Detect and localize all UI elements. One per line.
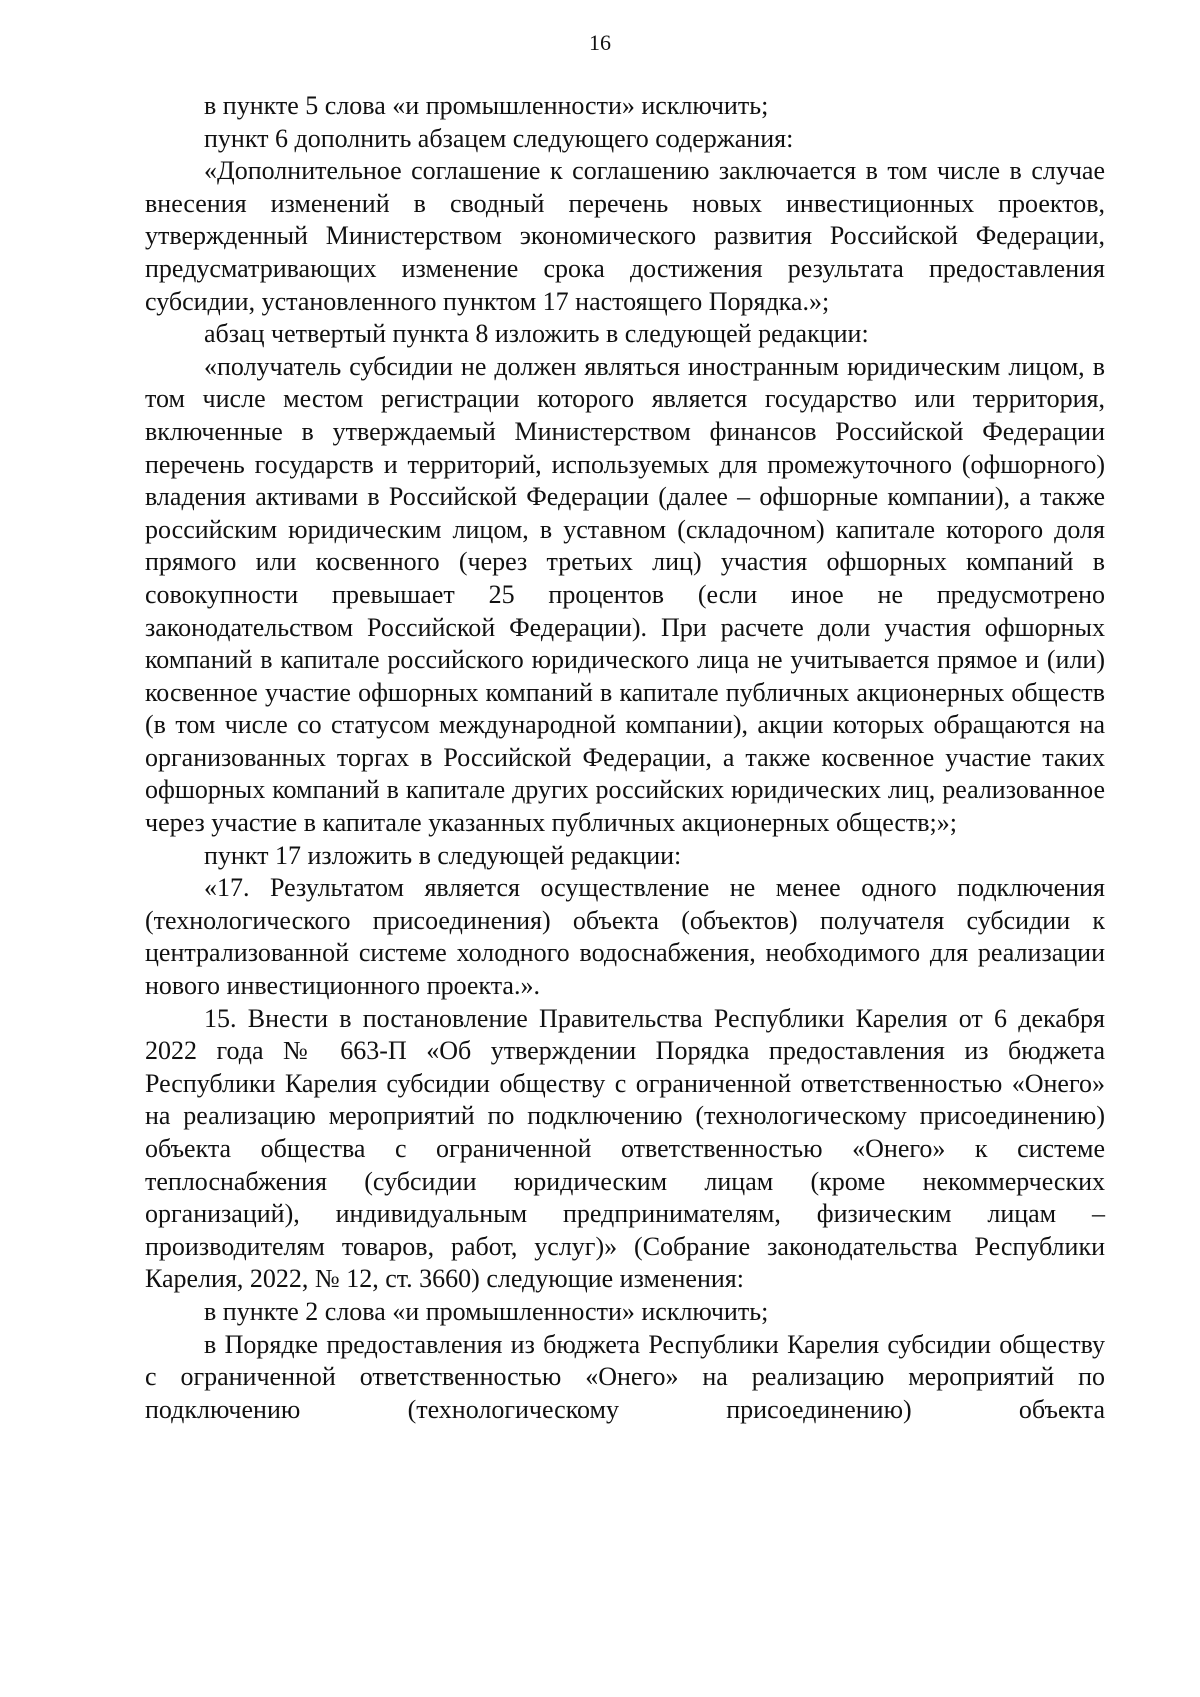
page-number: 16 [589, 30, 611, 55]
paragraph: в Порядке предоставления из бюджета Республики Карелия субсидии обществу с ограниченной ответственностью «Онего» на реализацию мероприятий по подключению (технологическому присоединению) объекта [145, 1329, 1105, 1424]
paragraph: пункт 17 изложить в следующей редакции: [204, 840, 682, 870]
document-body [145, 90, 1105, 1426]
paragraph: 15. Внести в постановление Правительства Республики Карелия от 6 декабря 2022 года № 663-П «Об утверждении Порядка предоставления из бюджета Республики Карелия субсидии обществу с ограниченной ответственностью «Онего» на реализацию мероприятий по подключению (технологическому присоединению) объекта общества с ограниченной ответственностью «Онего» к системе теплоснабжения (субсидии юридическим лицам (кроме некоммерческих организаций), индивидуальным предпринимателям, физическим лицам – производителям товаров, работ, услуг)» (Собрание законодательства Республики Карелия, 2022, № 12, ст. 3660) следующие изменения: [145, 1003, 1105, 1294]
paragraph: «получатель субсидии не должен являться иностранным юридическим лицом, в том числе местом регистрации которого является государство или территория, включенные в утверждаемый Министерством финансов Российской Федерации перечень государств и территорий, используемых для промежуточного (офшорного) владения активами в Российской Федерации (далее – офшорные компании), а также российским юридическим лицом, в уставном (складочном) капитале которого доля прямого или косвенного (через третьих лиц) участия офшорных компаний в совокупности превышает 25 процентов (если иное не предусмотрено законодательством Российской Федерации). При расчете доли участия офшорных компаний в капитале российского юридического лица не учитывается прямое и (или) косвенное участие офшорных компаний в капитале публичных акционерных обществ (в том числе со статусом международной компании), акции которых обращаются на организованных торгах в Российской Федерации, а также косвенное участие таких офшорных компаний в капитале других российских юридических лиц, реализованное через участие в капитале указанных публичных акционерных обществ;»; [145, 351, 1105, 838]
paragraph: в пункте 2 слова «и промышленности» исключить; [204, 1296, 769, 1326]
paragraph: в пункте 5 слова «и промышленности» исключить; [204, 91, 769, 120]
paragraph: пункт 6 дополнить абзацем следующего содержания: [204, 123, 794, 153]
paragraph: абзац четвертый пункта 8 изложить в следующей редакции: [204, 319, 869, 349]
paragraph: «17. Результатом является осуществление не менее одного подключения (технологического присоединения) объекта (объектов) получателя субсидии к централизованной системе холодного водоснабжения, необходимого для реализации нового инвестиционного проекта.». [145, 873, 1105, 1001]
paragraph: «Дополнительное соглашение к соглашению заключается в том числе в случае внесения изменений в сводный перечень новых инвестиционных проектов, утвержденный Министерством экономического развития Российской Федерации, предусматривающих изменение срока достижения результата предоставления субсидии, установленного пунктом 17 настоящего Порядка.»; [145, 156, 1105, 316]
